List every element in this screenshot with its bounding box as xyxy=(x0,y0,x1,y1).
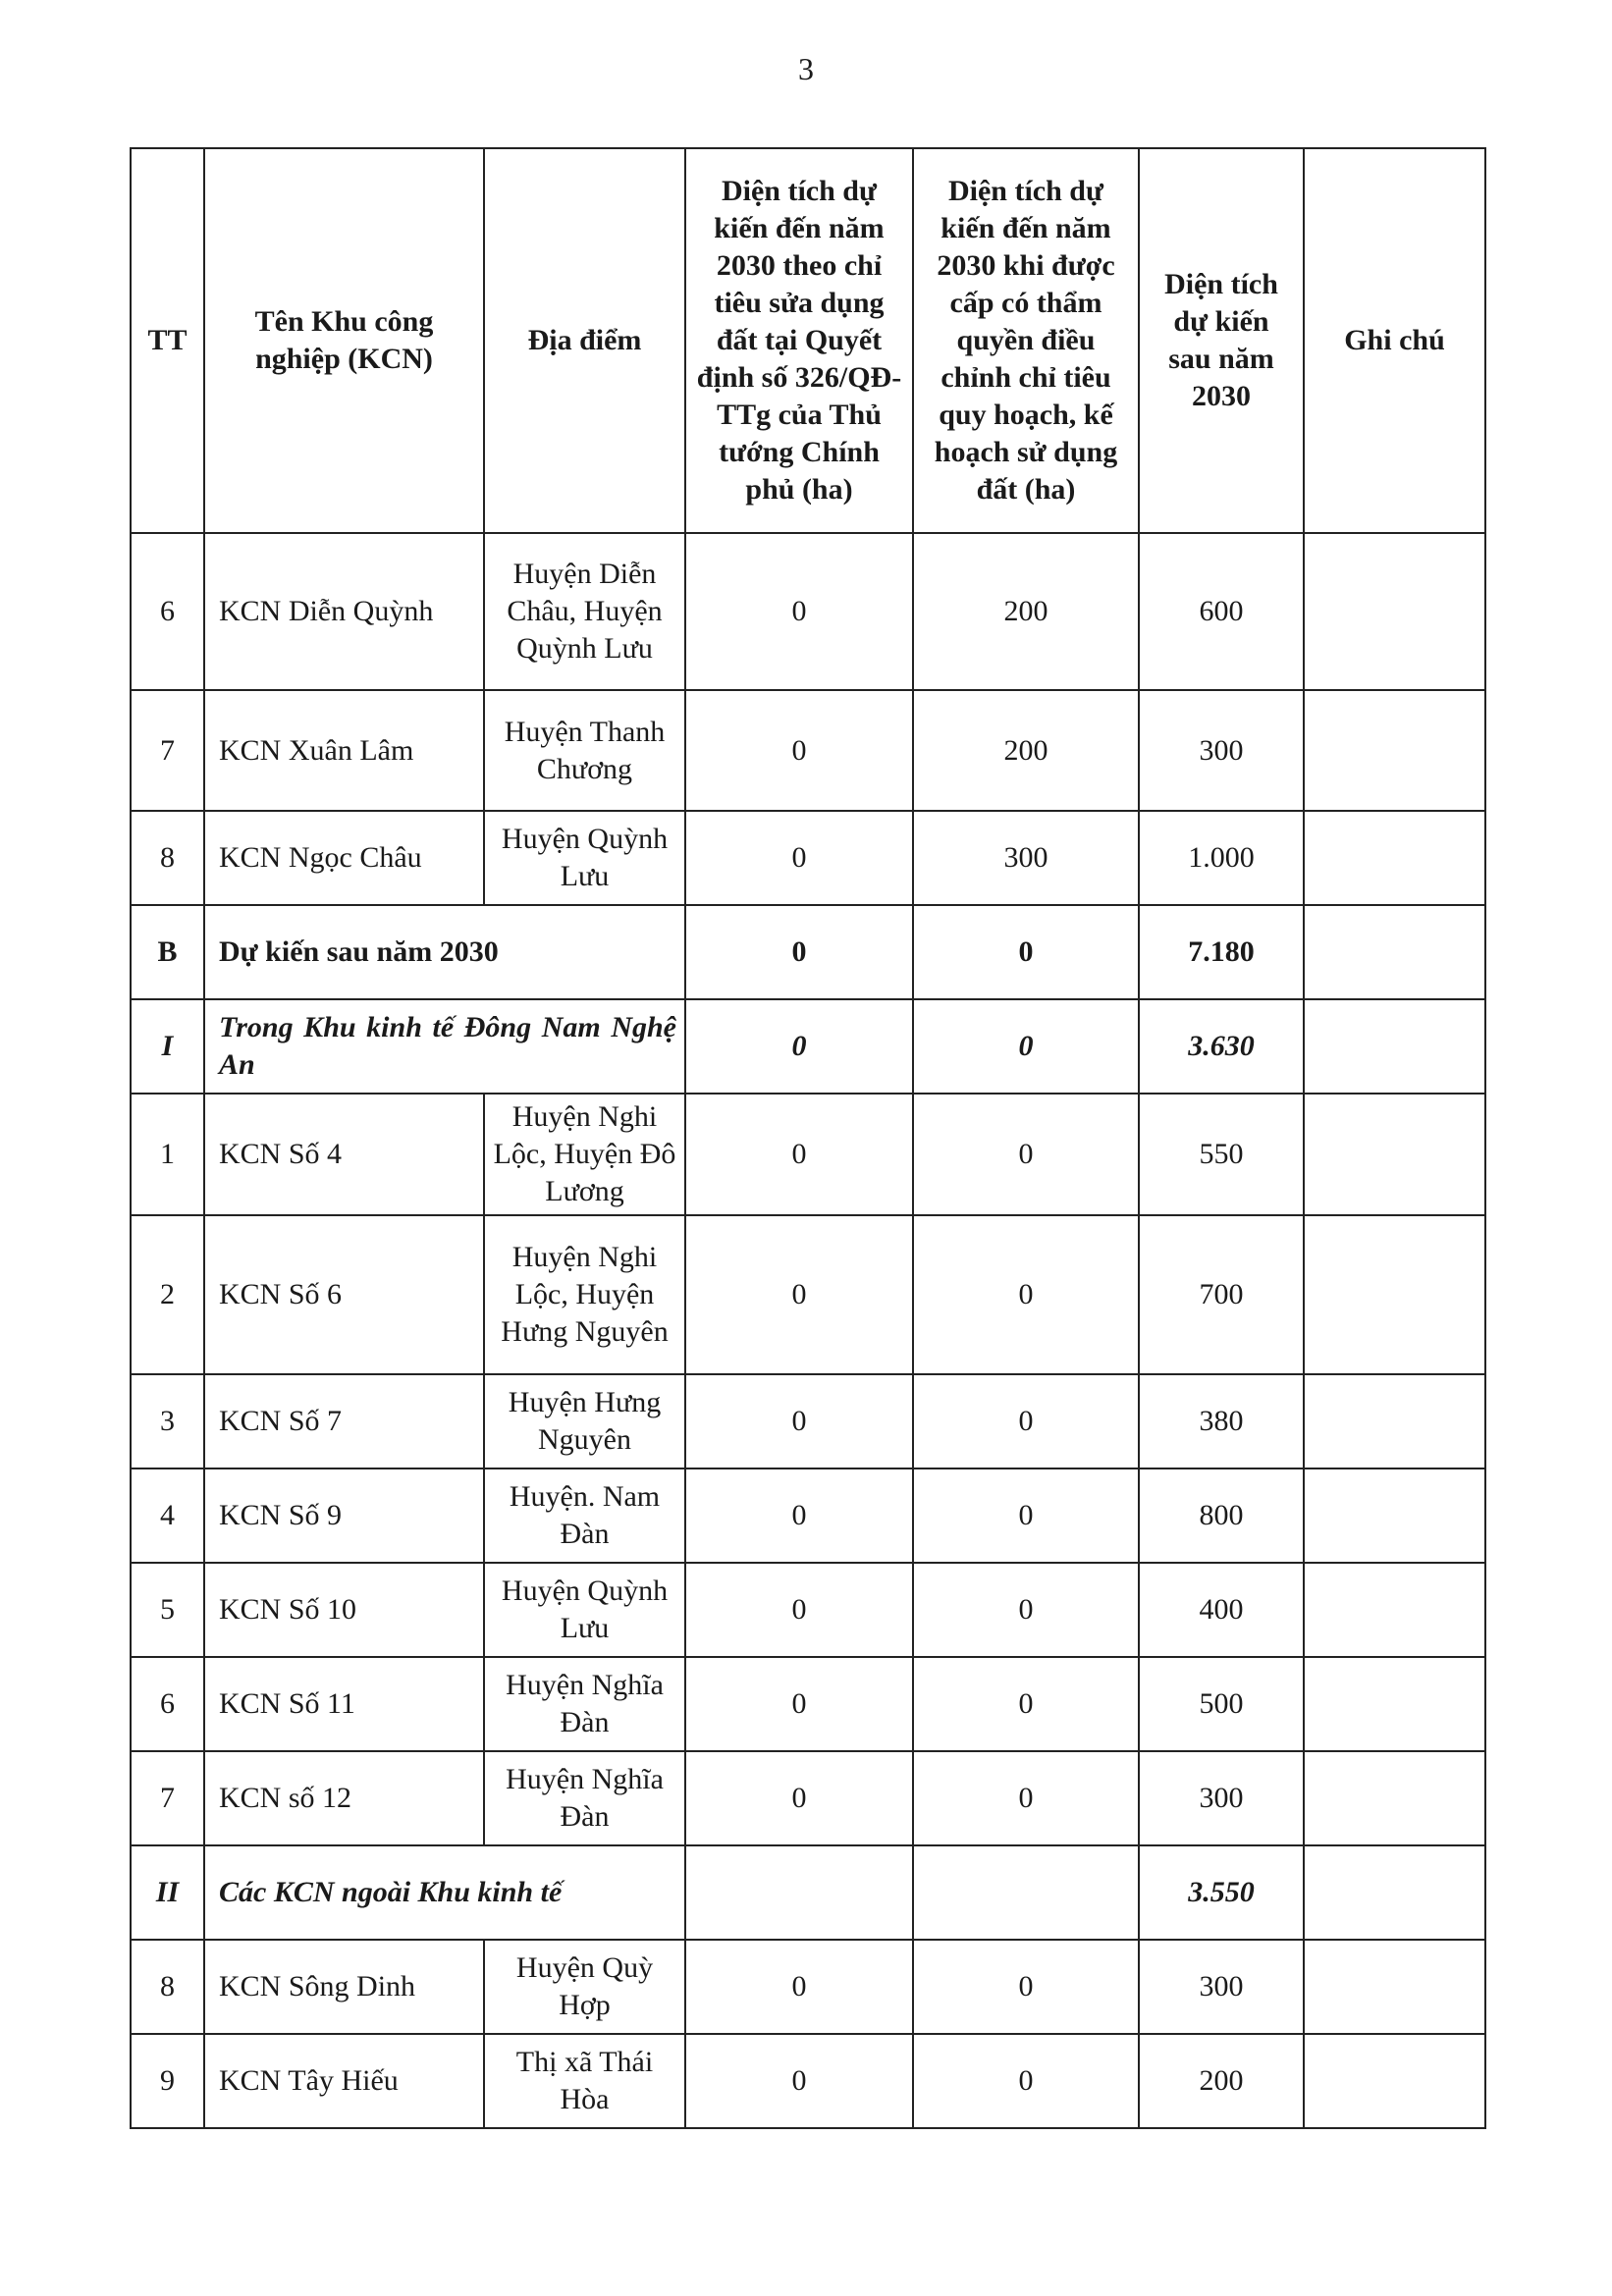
row-location: Huyện Hưng Nguyên xyxy=(484,1374,685,1468)
row-area-adjusted: 200 xyxy=(913,533,1139,690)
header-tt: TT xyxy=(131,148,204,533)
row-location: Huyện Quỳnh Lưu xyxy=(484,1563,685,1657)
row-note xyxy=(1304,1751,1485,1845)
row-location: Huyện Diễn Châu, Huyện Quỳnh Lưu xyxy=(484,533,685,690)
row-note xyxy=(1304,1094,1485,1215)
row-name: KCN Số 9 xyxy=(204,1468,484,1563)
row-area-after: 600 xyxy=(1139,533,1304,690)
header-area-after: Diện tích dự kiến sau năm 2030 xyxy=(1139,148,1304,533)
row-name: KCN Tây Hiếu xyxy=(204,2034,484,2128)
row-note xyxy=(1304,1215,1485,1374)
row-area-adjusted: 0 xyxy=(913,1094,1139,1215)
section-name: Các KCN ngoài Khu kinh tế xyxy=(204,1845,685,1940)
section-row-b1 xyxy=(131,999,1485,1094)
row-area-after: 200 xyxy=(1139,2034,1304,2128)
row-area-326: 0 xyxy=(685,1657,913,1751)
row-area-adjusted: 0 xyxy=(913,1940,1139,2034)
section-area-326 xyxy=(685,1845,913,1940)
row-location: Huyện Nghĩa Đàn xyxy=(484,1751,685,1845)
row-area-adjusted: 200 xyxy=(913,690,1139,811)
row-name: KCN Số 7 xyxy=(204,1374,484,1468)
table-row xyxy=(131,1563,1485,1657)
row-location: Huyện Thanh Chương xyxy=(484,690,685,811)
table-header-row xyxy=(131,148,1485,533)
row-tt: 9 xyxy=(131,2034,204,2128)
section-area-adjusted: 0 xyxy=(913,905,1139,999)
row-name: KCN Diễn Quỳnh xyxy=(204,533,484,690)
row-location: Huyện Nghi Lộc, Huyện Đô Lương xyxy=(484,1094,685,1215)
row-area-adjusted: 0 xyxy=(913,1563,1139,1657)
page-number: 3 xyxy=(798,51,814,86)
row-tt: 8 xyxy=(131,811,204,905)
row-note xyxy=(1304,1563,1485,1657)
table-row xyxy=(131,811,1485,905)
row-tt: 6 xyxy=(131,1657,204,1751)
section-note xyxy=(1304,1845,1485,1940)
section-tt: I xyxy=(131,999,204,1094)
table-row xyxy=(131,1751,1485,1845)
row-area-326: 0 xyxy=(685,1468,913,1563)
table-row xyxy=(131,1940,1485,2034)
row-area-adjusted: 0 xyxy=(913,1215,1139,1374)
row-tt: 7 xyxy=(131,1751,204,1845)
row-name: KCN Số 11 xyxy=(204,1657,484,1751)
section-area-after: 7.180 xyxy=(1139,905,1304,999)
row-location: Huyện Quỳnh Lưu xyxy=(484,811,685,905)
row-tt: 1 xyxy=(131,1094,204,1215)
row-name: KCN Số 6 xyxy=(204,1215,484,1374)
table-row xyxy=(131,2034,1485,2128)
row-tt: 7 xyxy=(131,690,204,811)
row-location: Huyện Nghĩa Đàn xyxy=(484,1657,685,1751)
row-tt: 3 xyxy=(131,1374,204,1468)
row-area-after: 300 xyxy=(1139,1751,1304,1845)
row-area-after: 300 xyxy=(1139,690,1304,811)
row-area-326: 0 xyxy=(685,1374,913,1468)
row-tt: 4 xyxy=(131,1468,204,1563)
row-tt: 2 xyxy=(131,1215,204,1374)
row-note xyxy=(1304,1468,1485,1563)
industrial-zone-table xyxy=(130,147,1486,2129)
row-area-after: 800 xyxy=(1139,1468,1304,1563)
header-location: Địa điểm xyxy=(484,148,685,533)
section-note xyxy=(1304,905,1485,999)
section-area-after: 3.630 xyxy=(1139,999,1304,1094)
table-row xyxy=(131,533,1485,690)
section-name: Dự kiến sau năm 2030 xyxy=(204,905,685,999)
row-area-326: 0 xyxy=(685,1215,913,1374)
row-name: KCN Xuân Lâm xyxy=(204,690,484,811)
table-row xyxy=(131,1215,1485,1374)
row-location: Huyện. Nam Đàn xyxy=(484,1468,685,1563)
row-location: Thị xã Thái Hòa xyxy=(484,2034,685,2128)
section-area-adjusted xyxy=(913,1845,1139,1940)
header-area-326: Diện tích dự kiến đến năm 2030 theo chỉ tiêu sửa dụng đất tại Quyết định số 326/QĐ-TTg của Thủ tướng Chính phủ (ha) xyxy=(685,148,913,533)
row-area-326: 0 xyxy=(685,1751,913,1845)
table-row xyxy=(131,690,1485,811)
row-area-adjusted: 0 xyxy=(913,2034,1139,2128)
row-name: KCN Số 4 xyxy=(204,1094,484,1215)
header-name: Tên Khu công nghiệp (KCN) xyxy=(204,148,484,533)
row-area-adjusted: 300 xyxy=(913,811,1139,905)
row-area-after: 550 xyxy=(1139,1094,1304,1215)
row-note xyxy=(1304,690,1485,811)
row-tt: 5 xyxy=(131,1563,204,1657)
row-area-adjusted: 0 xyxy=(913,1468,1139,1563)
section-tt: II xyxy=(131,1845,204,1940)
row-area-after: 380 xyxy=(1139,1374,1304,1468)
header-note: Ghi chú xyxy=(1304,148,1485,533)
section-area-after: 3.550 xyxy=(1139,1845,1304,1940)
header-area-adjusted: Diện tích dự kiến đến năm 2030 khi được cấp có thẩm quyền điều chỉnh chỉ tiêu quy hoạch, kế hoạch sử dụng đất (ha) xyxy=(913,148,1139,533)
section-area-adjusted: 0 xyxy=(913,999,1139,1094)
row-name: KCN số 12 xyxy=(204,1751,484,1845)
row-area-326: 0 xyxy=(685,533,913,690)
row-tt: 8 xyxy=(131,1940,204,2034)
row-area-after: 400 xyxy=(1139,1563,1304,1657)
row-name: KCN Ngọc Châu xyxy=(204,811,484,905)
row-area-326: 0 xyxy=(685,1940,913,2034)
row-name: KCN Số 10 xyxy=(204,1563,484,1657)
row-tt: 6 xyxy=(131,533,204,690)
row-note xyxy=(1304,533,1485,690)
section-area-326: 0 xyxy=(685,999,913,1094)
row-note xyxy=(1304,1657,1485,1751)
row-location: Huyện Nghi Lộc, Huyện Hưng Nguyên xyxy=(484,1215,685,1374)
section-row-b xyxy=(131,905,1485,999)
section-note xyxy=(1304,999,1485,1094)
table-row xyxy=(131,1468,1485,1563)
row-area-adjusted: 0 xyxy=(913,1374,1139,1468)
row-area-after: 1.000 xyxy=(1139,811,1304,905)
table-row xyxy=(131,1657,1485,1751)
row-area-after: 500 xyxy=(1139,1657,1304,1751)
row-area-326: 0 xyxy=(685,690,913,811)
table-row xyxy=(131,1094,1485,1215)
section-row-b2 xyxy=(131,1845,1485,1940)
row-note xyxy=(1304,1940,1485,2034)
row-note xyxy=(1304,1374,1485,1468)
row-location: Huyện Quỳ Hợp xyxy=(484,1940,685,2034)
row-area-326: 0 xyxy=(685,2034,913,2128)
row-area-after: 700 xyxy=(1139,1215,1304,1374)
row-area-adjusted: 0 xyxy=(913,1751,1139,1845)
section-name: Trong Khu kinh tế Đông Nam Nghệ An xyxy=(204,999,685,1094)
section-tt: B xyxy=(131,905,204,999)
row-area-after: 300 xyxy=(1139,1940,1304,2034)
table-row xyxy=(131,1374,1485,1468)
row-area-326: 0 xyxy=(685,1094,913,1215)
row-note xyxy=(1304,2034,1485,2128)
row-area-326: 0 xyxy=(685,1563,913,1657)
row-note xyxy=(1304,811,1485,905)
section-area-326: 0 xyxy=(685,905,913,999)
row-area-326: 0 xyxy=(685,811,913,905)
row-area-adjusted: 0 xyxy=(913,1657,1139,1751)
row-name: KCN Sông Dinh xyxy=(204,1940,484,2034)
